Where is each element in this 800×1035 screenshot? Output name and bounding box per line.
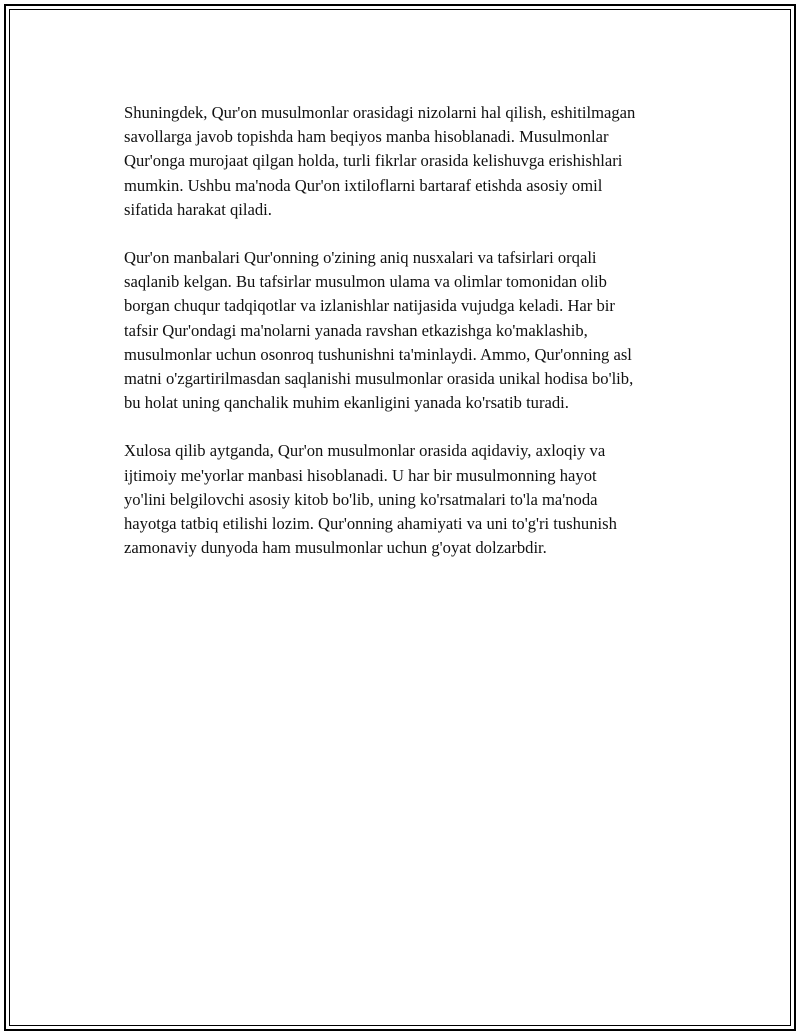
paragraph-3 — [124, 439, 714, 560]
text-line: savollarga javob topishda ham beqiyos manba hisoblanadi. Musulmonlar — [124, 127, 609, 147]
text-line: saqlanib kelgan. Bu tafsirlar musulmon ulama va olimlar tomonidan olib — [124, 272, 607, 292]
text-line: matni o'zgartirilmasdan saqlanishi musulmonlar orasida unikal hodisa bo'lib, — [124, 369, 634, 389]
paragraph-1 — [124, 101, 714, 222]
text-line: zamonaviy dunyoda ham musulmonlar uchun g'oyat dolzarbdir. — [124, 538, 547, 558]
text-line: ijtimoiy me'yorlar manbasi hisoblanadi. U har bir musulmonning hayot — [124, 465, 597, 485]
text-line: Qur'onga murojaat qilgan holda, turli fikrlar orasida kelishuvga erishishlari — [124, 151, 623, 171]
text-line: hayotga tatbiq etilishi lozim. Qur'onning ahamiyati va uni to'g'ri tushunish — [124, 514, 617, 534]
text-line: mumkin. Ushbu ma'noda Qur'on ixtiloflarni bartaraf etishda asosiy omil — [124, 175, 603, 195]
page-border — [4, 4, 796, 1031]
text-line: tafsir Qur'ondagi ma'nolarni yanada ravshan etkazishga ko'maklashib, — [124, 320, 588, 340]
text-line: Xulosa qilib aytganda, Qur'on musulmonlar orasida aqidaviy, axloqiy va — [124, 441, 606, 461]
text-line: borgan chuqur tadqiqotlar va izlanishlar natijasida vujudga keladi. Har bir — [124, 296, 615, 316]
text-line: bu holat uning qanchalik muhim ekanligini yanada ko'rsatib turadi. — [124, 393, 569, 413]
text-line: Shuningdek, Qur'on musulmonlar orasidagi nizolarni hal qilish, eshitilmagan — [124, 103, 636, 122]
text-line: yo'lini belgilovchi asosiy kitob bo'lib, uning ko'rsatmalari to'la ma'noda — [124, 489, 598, 509]
text-line: sifatida harakat qiladi. — [124, 199, 272, 219]
text-line: Qur'on manbalari Qur'onning o'zining aniq nusxalari va tafsirlari orqali — [124, 248, 597, 268]
document-body — [124, 101, 714, 584]
paragraph-2 — [124, 246, 714, 415]
text-line: musulmonlar uchun osonroq tushunishni ta'minlaydi. Ammo, Qur'onning asl — [124, 344, 632, 364]
